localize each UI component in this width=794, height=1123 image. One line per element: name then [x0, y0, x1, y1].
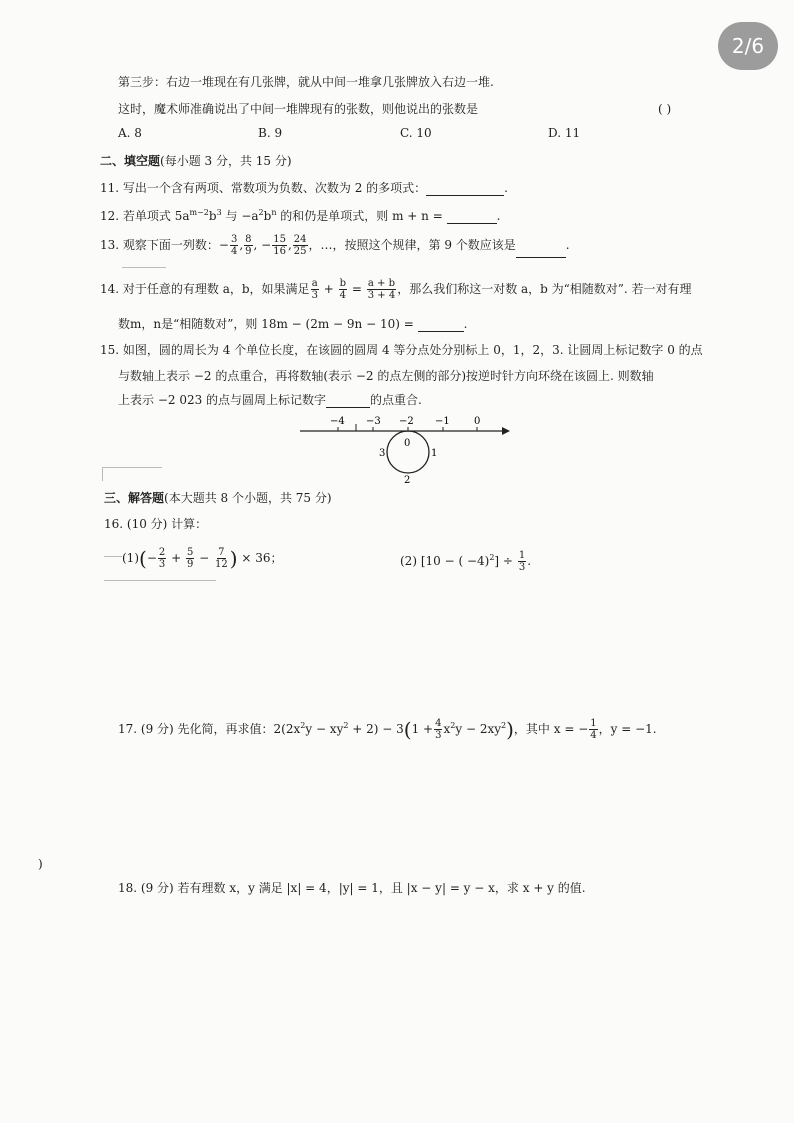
- q16-p2-exp: 2: [489, 553, 495, 562]
- q14-answer-blank[interactable]: [418, 319, 464, 332]
- q14-frac-b: $\frac{b}{4}$: [339, 278, 347, 301]
- q14-line2: [118, 316, 467, 332]
- axis-label-0: 0: [474, 416, 481, 427]
- q14-frac-a: $\frac{a}{3}$: [311, 278, 318, 301]
- circle-label-0: 0: [404, 438, 411, 449]
- pencil-mark-5: [104, 580, 216, 581]
- q16-p1-pre: (1): [122, 551, 139, 565]
- q10-option-c: C. 10: [400, 126, 432, 140]
- q15-answer-blank[interactable]: [326, 395, 370, 408]
- q11-answer-blank[interactable]: [426, 183, 504, 196]
- q12-exp3: 2: [258, 208, 264, 217]
- q13-frac-3: $\frac{15}{16}$: [273, 234, 286, 257]
- q17-x-frac: $\frac{1}{4}$: [590, 718, 597, 741]
- q12-pre: 12. 若单项式 5a: [100, 209, 190, 223]
- q14-line1: 14. 对于任意的有理数 a，b，如果满足 $\frac{a}{3}$ + $\frac{b}{4}$ = $\frac{a + b}{3 + 4}$ ，那么我们称这一对数 a，b 为“相随数对”. 若一对有理: [100, 278, 692, 301]
- q13-frac-4: $\frac{24}{25}$: [293, 234, 307, 257]
- page-indicator[interactable]: 2/6: [718, 22, 778, 70]
- q12-end: .: [496, 209, 501, 223]
- q10-step3: 第三步：右边一堆现在有几张牌，就从中间一堆拿几张牌放入右边一堆.: [118, 75, 494, 89]
- pencil-mark-2: [102, 467, 162, 468]
- q11: [100, 180, 508, 196]
- q14-line2-text: 数m，n是“相随数对”，则 18m − (2m − 9n − 10) =: [118, 317, 418, 331]
- pencil-mark-3: [102, 467, 103, 481]
- q16-p1-post: × 36；: [241, 551, 283, 565]
- q16-head: 16. (10 分) 计算：: [104, 517, 208, 531]
- q16-p2-frac: $\frac{1}{3}$: [518, 550, 526, 573]
- q12-exp4: n: [271, 208, 277, 217]
- pencil-mark: [122, 267, 166, 268]
- q13: 13. 观察下面一列数：− $\frac{3}{4}$ , $\frac{8}{9}$ , − $\frac{15}{16}$ , $\frac{24}{25}$ ，…，按照这个规律，第 9 个数应该是 .: [100, 234, 570, 257]
- q10-option-b: B. 9: [258, 126, 283, 140]
- q13-answer-blank[interactable]: [516, 245, 566, 258]
- q17-frac: $\frac{4}{3}$: [435, 718, 442, 741]
- q16-p2-end: .: [527, 554, 532, 568]
- circle-label-1: 1: [431, 448, 438, 459]
- circle-label-2: 2: [404, 475, 411, 486]
- q14-post: ，那么我们称这一对数 a，b 为“相随数对”. 若一对有理: [397, 282, 692, 296]
- q16-p1-frac3: $\frac{7}{12}$: [215, 547, 228, 570]
- q13-frac-1: $\frac{3}{4}$: [230, 234, 238, 257]
- q15-line3: [118, 392, 422, 408]
- section3-note: (本大题共 8 个小题，共 75 分): [164, 491, 332, 505]
- q16-part2: [400, 543, 531, 573]
- section3-header: [104, 490, 332, 506]
- q12-exp1: m−2: [189, 208, 209, 217]
- q16-p1-frac1: $\frac{2}{3}$: [158, 547, 166, 570]
- q17-pre: 17. (9 分) 先化简，再求值：2(2x: [118, 722, 301, 736]
- q12-mid2: 与 −a: [221, 209, 259, 223]
- q10-option-d: D. 11: [548, 126, 581, 140]
- q17: 17. (9 分) 先化简，再求值：$2(2x^2y - xy^2 + 2) - 3(1$ + $\frac{4}{3}$ $x^2y - 2xy^2$)，其中 x = − $\frac{1}{4}$ ，y = −1.: [118, 717, 657, 742]
- q17-post: ，其中 x = −: [513, 722, 589, 736]
- q12-post: 的和仍是单项式，则 m + n =: [276, 209, 447, 223]
- axis-label-neg3: −3: [366, 416, 381, 427]
- q13-end: .: [565, 238, 570, 252]
- q10-option-a: A. 8: [118, 126, 142, 140]
- q13-pre: 13. 观察下面一列数：: [100, 238, 219, 252]
- axis-label-neg4: −4: [330, 416, 345, 427]
- q16-p2-pre: (2) [10 − ( −4): [400, 554, 490, 568]
- axis-label-neg1: −1: [435, 416, 450, 427]
- q12-answer-blank[interactable]: [447, 211, 497, 224]
- section2-title: 二、填空题: [100, 154, 161, 168]
- stray-paren: ): [38, 857, 43, 871]
- q15-line3b: 的点重合.: [370, 393, 422, 407]
- axis-label-neg2: −2: [399, 416, 414, 427]
- section2-header: [100, 153, 292, 169]
- q12-exp2: 3: [216, 208, 222, 217]
- q14-frac-ab: $\frac{a + b}{3 + 4}$: [367, 278, 396, 301]
- number-line-figure: [290, 410, 520, 490]
- q12-mid3: b: [263, 209, 272, 223]
- q16-part1: (1)(− $\frac{2}{3}$ + $\frac{5}{9}$ − $\frac{7}{12}$ ) × 36；: [122, 546, 283, 571]
- q16-p1-frac2: $\frac{5}{9}$: [186, 547, 194, 570]
- q18: 18. (9 分) 若有理数 x，y 满足 |x| = 4，|y| = 1，且 |x − y| = y − x，求 x + y 的值.: [118, 881, 586, 895]
- axis-arrow-icon: [502, 427, 510, 435]
- q15-line1: 15. 如图，圆的周长为 4 个单位长度，在该圆的圆周 4 等分点处分别标上 0，1，2，3. 让圆周上标记数字 0 的点: [100, 343, 703, 357]
- q11-text: 11. 写出一个含有两项、常数项为负数、次数为 2 的多项式：: [100, 181, 427, 195]
- circle-label-3: 3: [379, 448, 386, 459]
- q13-post: ，…，按照这个规律，第 9 个数应该是: [308, 238, 516, 252]
- q10-answer-paren: ( ): [658, 102, 672, 116]
- pencil-mark-4: [104, 556, 122, 557]
- q11-end: .: [504, 181, 508, 195]
- q15-line3a: 上表示 −2 023 的点与圆周上标记数字: [118, 393, 327, 407]
- q13-frac-2: $\frac{8}{9}$: [245, 234, 252, 257]
- q14-end: .: [463, 317, 468, 331]
- q15-line2: 与数轴上表示 −2 的点重合，再将数轴(表示 −2 的点左侧的部分)按逆时针方向环绕在该圆上. 则数轴: [118, 369, 654, 383]
- q17-post2: ，y = −1.: [598, 722, 657, 736]
- q14-pre: 14. 对于任意的有理数 a，b，如果满足: [100, 282, 310, 296]
- section2-note: (每小题 3 分，共 15 分): [160, 154, 292, 168]
- q10-stem: 这时，魔术师准确说出了中间一堆牌现有的张数，则他说出的张数是: [118, 102, 479, 116]
- section3-title: 三、解答题: [104, 491, 165, 505]
- q12: [100, 205, 500, 224]
- q12-mid1: b: [208, 209, 217, 223]
- q16-p2-mid: ] ÷: [494, 554, 513, 568]
